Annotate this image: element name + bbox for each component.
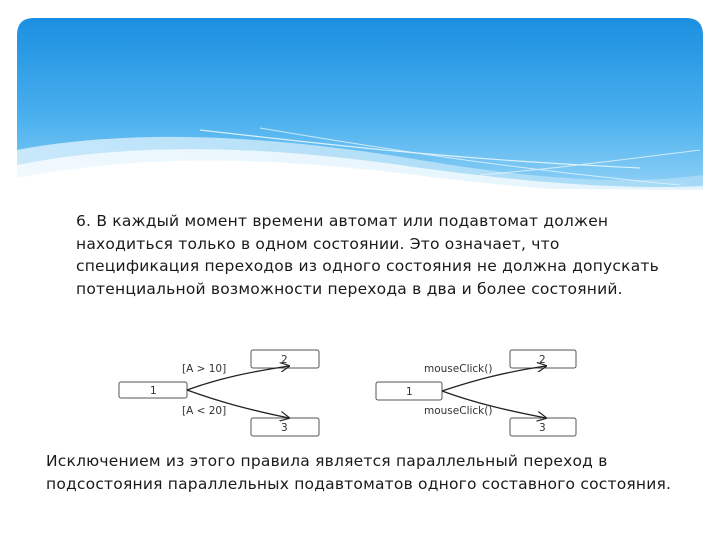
left-diagram bbox=[119, 350, 319, 436]
right-state-2-label: 2 bbox=[539, 354, 546, 366]
left-state-1-label: 1 bbox=[150, 385, 157, 397]
left-guard-top: [A > 10] bbox=[182, 363, 227, 375]
right-diagram bbox=[376, 350, 576, 436]
left-state-2-label: 2 bbox=[281, 354, 288, 366]
left-state-3-label: 3 bbox=[281, 422, 288, 434]
transition-diagrams bbox=[0, 340, 720, 445]
left-guard-bottom: [A < 20] bbox=[182, 405, 227, 417]
footer-paragraph: Исключением из этого правила является параллельный переход в подсостояния параллельных подавтоматов одного составного состояния. bbox=[46, 452, 672, 493]
main-paragraph: 6. В каждый момент времени автомат или подавтомат должен находиться только в одном состоянии. Это означает, что спецификация переходов из одного состояния не должна допускать потенциальной возможности перехода в два и более состояний. bbox=[76, 212, 659, 298]
right-state-3-label: 3 bbox=[539, 422, 546, 434]
right-event-bottom: mouseClick() bbox=[424, 405, 493, 417]
right-event-top: mouseClick() bbox=[424, 363, 493, 375]
right-state-1-label: 1 bbox=[406, 386, 413, 398]
header-banner bbox=[0, 0, 720, 200]
